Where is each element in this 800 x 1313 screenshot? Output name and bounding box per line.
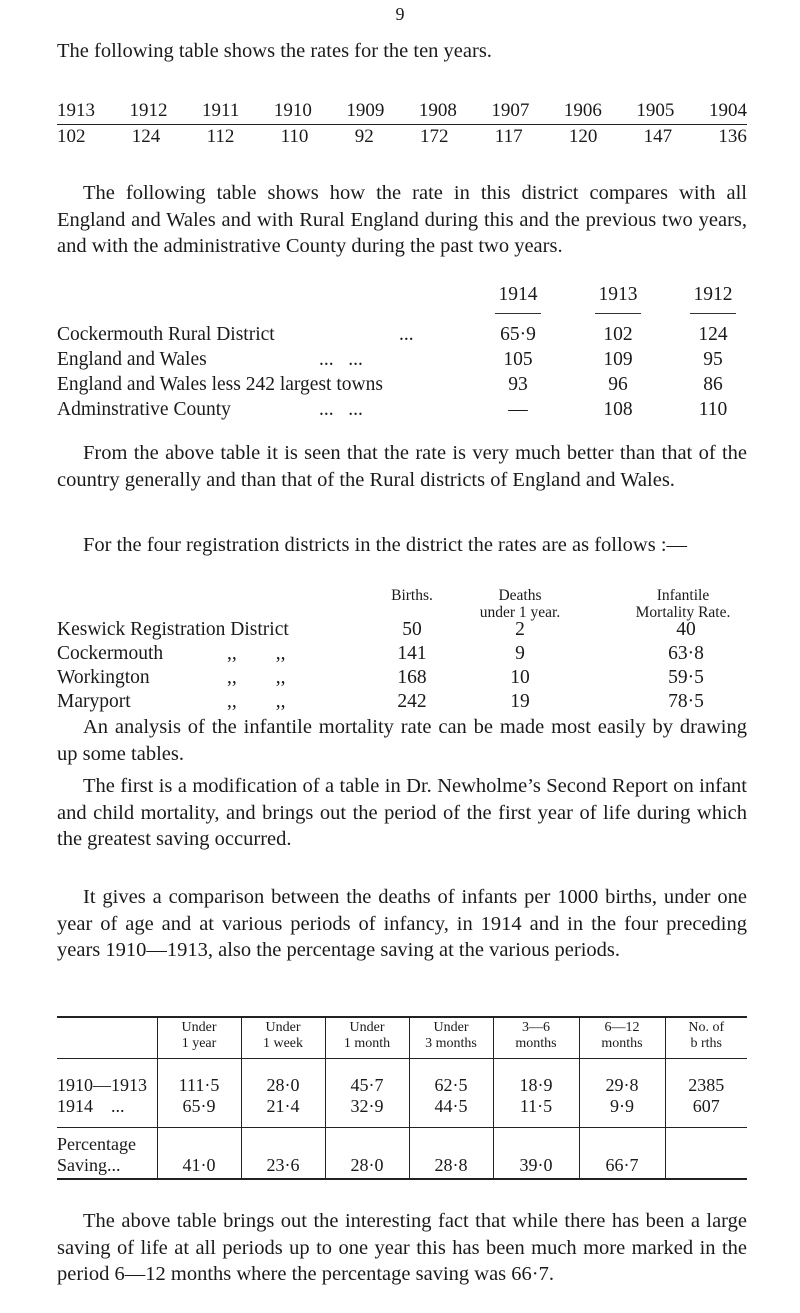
percentage-cell: 28·8 <box>409 1128 493 1180</box>
saving-cell: 28·0 <box>241 1059 325 1097</box>
district-label: Workington <box>57 667 150 688</box>
header-rule <box>495 313 541 314</box>
saving-row <box>57 1059 747 1097</box>
percentage-row <box>57 1128 747 1180</box>
analysis-paragraph: An analysis of the infantile mortality rate can be made most easily by drawing up some tables. <box>57 716 747 765</box>
saving-cell: 29·8 <box>579 1059 665 1097</box>
year-cell: 1907 <box>491 100 530 121</box>
label-line: Percentage <box>57 1134 136 1154</box>
header-line: No. of <box>688 1020 725 1035</box>
saving-table <box>57 1016 747 1180</box>
compare-cell: 124 <box>698 324 728 345</box>
infantile-header-line: Mortality Rate. <box>635 604 731 621</box>
empty-header <box>57 1017 157 1059</box>
district-label: Cockermouth <box>57 643 164 664</box>
compare-cell: 65·9 <box>500 324 536 345</box>
saving-row <box>57 1096 747 1128</box>
leader-dots: ... <box>399 324 414 345</box>
compare-row <box>57 324 747 348</box>
saving-cell: 44·5 <box>409 1096 493 1128</box>
compare-row <box>57 399 747 423</box>
compare-row <box>57 374 747 398</box>
saving-cell: 18·9 <box>493 1059 579 1097</box>
header-line: Under <box>265 1020 301 1035</box>
header-line: 3 months <box>425 1036 477 1051</box>
rate-cell: 120 <box>568 126 598 147</box>
compare-cell: 93 <box>508 374 528 395</box>
rate-cell: 92 <box>354 126 374 147</box>
leader-dots: ... ... <box>319 349 363 370</box>
registration-row <box>57 619 747 643</box>
saving-cell: 65·9 <box>157 1096 241 1128</box>
year-cell: 1908 <box>418 100 457 121</box>
header-line: 1 week <box>262 1036 304 1051</box>
saving-header-cell <box>241 1017 325 1059</box>
page-number: 9 <box>395 4 405 24</box>
year-cell: 1911 <box>202 100 240 121</box>
header-line: 3—6 <box>522 1020 550 1035</box>
empty-cell <box>665 1128 747 1180</box>
rate-cell: 112 <box>206 126 235 147</box>
saving-cell: 45·7 <box>325 1059 409 1097</box>
year-cell: 1913 <box>57 100 95 121</box>
rate-cell: 110 <box>280 126 309 147</box>
percentage-cell: 41·0 <box>157 1128 241 1180</box>
header-line: months <box>601 1036 643 1051</box>
deaths-cell: 19 <box>510 691 530 712</box>
compare-row-label: England and Wales <box>57 349 207 370</box>
header-line: 1 month <box>343 1036 391 1051</box>
deaths-cell: 2 <box>515 619 525 640</box>
saving-header-cell <box>409 1017 493 1059</box>
ten-year-values-row <box>57 126 747 148</box>
rate-cell: 172 <box>420 126 449 147</box>
compare-cell: 105 <box>503 349 533 370</box>
row-label: 1910—1913 <box>57 1075 147 1095</box>
infantile-header-line: Infantile <box>656 587 710 604</box>
rate-cell: 117 <box>494 126 523 147</box>
saving-header-cell <box>665 1017 747 1059</box>
header-line: b rths <box>690 1036 722 1051</box>
conclusion-paragraph: From the above table it is seen that the rate is very much better than that of the country generally and than that of the Rural districts of England and Wales. <box>57 442 747 491</box>
registration-row <box>57 643 747 667</box>
registration-table <box>57 585 747 715</box>
row-label: 1914 ... <box>57 1096 157 1128</box>
deaths-header-line: Deaths <box>498 587 542 604</box>
registration-intro: For the four registration districts in the district the rates are as follows :— <box>83 534 688 556</box>
year-cell: 1905 <box>636 100 675 121</box>
header-line: months <box>515 1036 557 1051</box>
saving-cell: 11·5 <box>493 1096 579 1128</box>
compare-cell: 102 <box>603 324 633 345</box>
infantile-header <box>613 587 753 621</box>
compare-header-cell: 1912 <box>693 284 733 305</box>
year-cell: 1904 <box>708 100 747 121</box>
compare-row <box>57 349 747 373</box>
percentage-cell: 23·6 <box>241 1128 325 1180</box>
saving-header-cell <box>493 1017 579 1059</box>
saving-cell: 111·5 <box>157 1059 241 1097</box>
registration-row <box>57 667 747 691</box>
saving-header-cell <box>325 1017 409 1059</box>
header-line: 6—12 <box>604 1020 640 1035</box>
first-table-paragraph: The first is a modification of a table in Dr. Newholme’s Second Report on infant and child mortality, and brings out the period of the first year of life during which the greatest saving occurred. <box>57 775 747 850</box>
district-label: Keswick Registration District <box>57 619 289 640</box>
saving-cell: 2385 <box>665 1059 747 1097</box>
deaths-header <box>445 587 595 621</box>
births-cell: 50 <box>402 619 422 640</box>
year-cell: 1910 <box>273 100 312 121</box>
percentage-cell: 66·7 <box>579 1128 665 1180</box>
deaths-header-line: under 1 year. <box>479 604 561 621</box>
rate-cell: 136 <box>718 126 747 147</box>
compare-header-cell: 1913 <box>598 284 638 305</box>
saving-header-cell <box>579 1017 665 1059</box>
ten-year-header-row <box>57 100 747 125</box>
intro-ten-years: The following table shows the rates for the ten years. <box>57 40 492 62</box>
year-cell: 1909 <box>346 100 385 121</box>
rate-cell: 102 <box>57 126 86 147</box>
saving-header-row <box>57 1017 747 1059</box>
header-rule <box>595 313 641 314</box>
rate-cell: 40 <box>676 619 696 640</box>
compare-paragraph: The following table shows how the rate in this district compares with all England and Wales and with Rural England during this and the previous two years, and with the administrative County during the past two years. <box>57 182 747 257</box>
compare-cell: 95 <box>703 349 723 370</box>
year-cell: 1906 <box>563 100 602 121</box>
compare-cell: 96 <box>608 374 628 395</box>
header-line: Under <box>349 1020 385 1035</box>
deaths-cell: 9 <box>515 643 525 664</box>
compare-cell: 109 <box>603 349 633 370</box>
compare-cell: 86 <box>703 374 723 395</box>
header-line: Under <box>433 1020 469 1035</box>
compare-row-label: Adminstrative County <box>57 399 231 420</box>
deaths-cell: 10 <box>510 667 530 688</box>
saving-cell: 9·9 <box>579 1096 665 1128</box>
percentage-cell: 28·0 <box>325 1128 409 1180</box>
percentage-cell: 39·0 <box>493 1128 579 1180</box>
registration-row <box>57 691 747 715</box>
saving-cell: 21·4 <box>241 1096 325 1128</box>
saving-header-cell <box>157 1017 241 1059</box>
comparison-paragraph: It gives a comparison between the deaths of infants per 1000 births, under one year of age and at various periods of infancy, in 1914 and in the four preceding years 1910—1913, also the percentage saving at the various periods. <box>57 886 747 961</box>
header-rule <box>690 313 736 314</box>
header-line: Under <box>181 1020 217 1035</box>
district-label: Maryport <box>57 691 131 712</box>
compare-cell: 110 <box>698 399 728 420</box>
year-cell: 1912 <box>129 100 168 121</box>
label-line: Saving... <box>57 1155 121 1175</box>
saving-cell: 32·9 <box>325 1096 409 1128</box>
rate-cell: 63·8 <box>668 643 704 664</box>
births-cell: 242 <box>397 691 427 712</box>
ditto-marks: ,, ,, <box>227 667 286 688</box>
compare-cell: — <box>508 399 528 420</box>
rate-cell: 59·5 <box>668 667 704 688</box>
compare-row-label: Cockermouth Rural District <box>57 324 275 345</box>
compare-header-cell: 1914 <box>498 284 538 305</box>
percentage-label <box>57 1128 157 1180</box>
compare-header-row <box>57 284 747 308</box>
leader-dots: ... ... <box>319 399 363 420</box>
final-paragraph: The above table brings out the interesting fact that while there has been a large saving of life at all periods up to one year this has been much more marked in the period 6—12 months where the percentage saving was 66·7. <box>57 1210 747 1285</box>
compare-row-label: England and Wales less 242 largest towns <box>57 374 383 395</box>
rate-cell: 147 <box>643 126 673 147</box>
rate-cell: 124 <box>131 126 161 147</box>
compare-cell: 108 <box>603 399 633 420</box>
saving-cell: 62·5 <box>409 1059 493 1097</box>
ditto-marks: ,, ,, <box>227 691 286 712</box>
births-cell: 141 <box>397 643 427 664</box>
ditto-marks: ,, ,, <box>227 643 286 664</box>
header-line: 1 year <box>181 1036 217 1051</box>
births-header: Births. <box>391 587 433 604</box>
rate-cell: 78·5 <box>668 691 704 712</box>
births-cell: 168 <box>397 667 427 688</box>
compare-table <box>57 284 747 434</box>
saving-cell: 607 <box>665 1096 747 1128</box>
